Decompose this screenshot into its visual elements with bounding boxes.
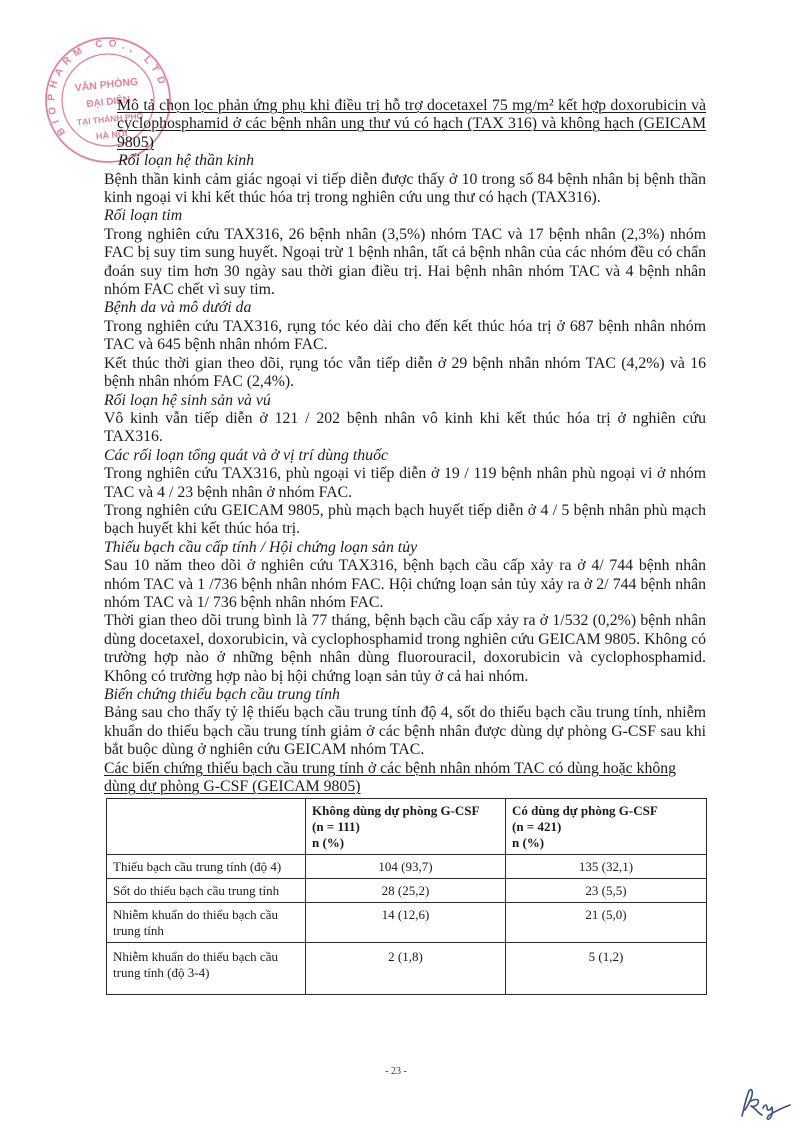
cell-with-gcsf: 5 (1,2) — [506, 943, 707, 995]
column-unit: n (%) — [512, 835, 545, 851]
paragraph: Trong nghiên cứu TAX316, 26 bệnh nhân (3,5%) nhóm TAC và 17 bệnh nhân (2,3%) nhóm FAC bị suy tim sung huyết. Ngoại trừ 1 bệnh nhân, tất cả bệnh nhân của các nhóm đều có chẩn đoán suy tim hơn 30 ngày sau thời gian điều trị. Hai bệnh nhân nhóm TAC và 4 bệnh nhân nhóm FAC chết vì suy tim. — [104, 225, 706, 299]
stamp-line: VĂN PHÒNG — [74, 75, 139, 95]
stamp-line: ĐẠI DIỆN — [85, 94, 131, 111]
table-caption — [104, 760, 706, 797]
table-row — [107, 903, 707, 943]
stamp-outer-text: BIOPHARM CO., LTD — [46, 38, 169, 138]
paragraph: Vô kinh vẫn tiếp diễn ở 121 / 202 bệnh nhân vô kinh khi kết thúc hóa trị ở nghiên cứu TAX316. — [104, 409, 706, 446]
cell-with-gcsf: 135 (32,1) — [506, 855, 707, 879]
table-header-empty — [107, 799, 306, 855]
column-n: (n = 421) — [512, 819, 562, 835]
table-header-row — [107, 799, 707, 855]
stamp-line: HÀ NỘI — [95, 128, 128, 142]
document-body — [104, 97, 706, 995]
paragraph: Kết thúc thời gian theo dõi, rụng tóc vẫn tiếp diễn ở 29 bệnh nhân nhóm TAC (4,2%) và 16 bệnh nhân nhóm FAC (2,4%). — [104, 354, 706, 391]
signature-stroke — [742, 1090, 790, 1120]
heading-cardiac-disorders: Rối loạn tim — [104, 207, 183, 225]
column-label: Không dùng dự phòng G-CSF — [312, 803, 480, 819]
heading-acute-leukemia: Thiếu bạch cầu cấp tính / Hội chứng loạn sản tủy — [104, 538, 418, 556]
row-label: Nhiễm khuẩn do thiếu bạch cầu trung tính — [107, 903, 306, 943]
heading-general-disorders: Các rối loạn tổng quát và ở vị trí dùng thuốc — [104, 446, 388, 464]
heading-skin-disorders: Bệnh da và mô dưới da — [104, 299, 252, 317]
heading-neutropenic-complications: Biến chứng thiếu bạch cầu trung tính — [104, 686, 340, 703]
paragraph: Thời gian theo dõi trung bình là 77 tháng, bệnh bạch cầu cấp xảy ra ở 1/532 (0,2%) bệnh nhân dùng docetaxel, doxorubicin, và cyclophosphamid trong nghiên cứu GEICAM 9805. Không có trường hợp nào ở những bệnh nhân dùng fluorouracil, doxorubicin và cyclophosphamid. Không có trường hợp nào bị hội chứng loạn sản tủy ở cả hai nhóm. — [104, 612, 706, 685]
section-title-text: Mô tả chọn lọc phản ứng phụ khi điều trị hỗ trợ docetaxel 75 mg/m² kết hợp doxorubicin và cyclophosphamid ở các bệnh nhân ung thư vú có hạch (TAX 316) và không hạch (GEICAM 9805) — [117, 97, 706, 151]
table-row — [107, 943, 707, 995]
section-title — [104, 97, 706, 152]
paragraph: Trong nghiên cứu TAX316, rụng tóc kéo dài cho đến kết thúc hóa trị ở 687 bệnh nhân nhóm TAC và 645 bệnh nhân nhóm FAC. — [104, 317, 706, 354]
neutropenia-table — [106, 798, 707, 995]
row-label: Nhiễm khuẩn do thiếu bạch cầu trung tính (độ 3-4) — [107, 943, 306, 995]
cell-no-gcsf: 104 (93,7) — [306, 855, 506, 879]
paragraph: Sau 10 năm theo dõi ở nghiên cứu TAX316, bệnh bạch cầu cấp xảy ra ở 4/ 744 bệnh nhân nhóm TAC và 1 /736 bệnh nhân nhóm FAC. Hội chứng loạn sản tủy xảy ra ở 2/ 744 bệnh nhân nhóm TAC và 1/ 736 bệnh nhân nhóm FAC. — [104, 557, 706, 611]
cell-no-gcsf: 14 (12,6) — [306, 903, 506, 943]
table-row — [107, 879, 707, 903]
stamp-line: TẠI THÀNH PHỐ — [76, 110, 144, 128]
table-row — [107, 855, 707, 879]
signature — [736, 1086, 794, 1120]
column-label: Có dùng dự phòng G-CSF — [512, 803, 658, 819]
table-header-with-gcsf — [506, 799, 707, 855]
paragraph: Bảng sau cho thấy tỷ lệ thiếu bạch cầu trung tính độ 4, sốt do thiếu bạch cầu trung tính, nhiễm khuẩn do thiếu bạch cầu trung tính giảm ở các bệnh nhân được dùng dự phòng G-CSF sau khi bắt buộc dùng ở nghiên cứu GEICAM nhóm TAC. — [104, 704, 706, 759]
column-n: (n = 111) — [312, 819, 360, 835]
row-label: Sốt do thiếu bạch cầu trung tính — [107, 879, 306, 903]
paragraph: Trong nghiên cứu GEICAM 9805, phù mạch bạch huyết tiếp diễn ở 4 / 5 bệnh nhân phù mạch bạch huyết khi kết thúc hóa trị. — [104, 501, 706, 538]
table-caption-text: Các biến chứng thiếu bạch cầu trung tính ở các bệnh nhân nhóm TAC có dùng hoặc không dùng dự phòng G-CSF (GEICAM 9805) — [104, 759, 677, 796]
cell-with-gcsf: 21 (5,0) — [506, 903, 707, 943]
row-label: Thiếu bạch cầu trung tính (độ 4) — [107, 855, 306, 879]
page-number: - 23 - — [385, 1066, 407, 1077]
paragraph: Bệnh thần kinh cảm giác ngoại vi tiếp diễn được thấy ở 10 trong số 84 bệnh nhân bị bệnh thần kinh ngoại vi khi kết thúc hóa trị trong nghiên cứu ung thư có hạch (TAX316). — [104, 170, 706, 207]
heading-nervous-system-disorders: Rối loạn hệ thần kinh — [118, 152, 255, 170]
table-header-no-gcsf — [306, 799, 506, 855]
cell-no-gcsf: 2 (1,8) — [306, 943, 506, 995]
column-unit: n (%) — [312, 835, 345, 851]
heading-reproductive-disorders: Rối loạn hệ sinh sản và vú — [104, 391, 271, 409]
cell-no-gcsf: 28 (25,2) — [306, 879, 506, 903]
paragraph: Trong nghiên cứu TAX316, phù ngoại vi tiếp diễn ở 19 / 119 bệnh nhân phù ngoại vi ở nhóm TAC và 4 / 23 bệnh nhân ở nhóm FAC. — [104, 465, 706, 501]
cell-with-gcsf: 23 (5,5) — [506, 879, 707, 903]
